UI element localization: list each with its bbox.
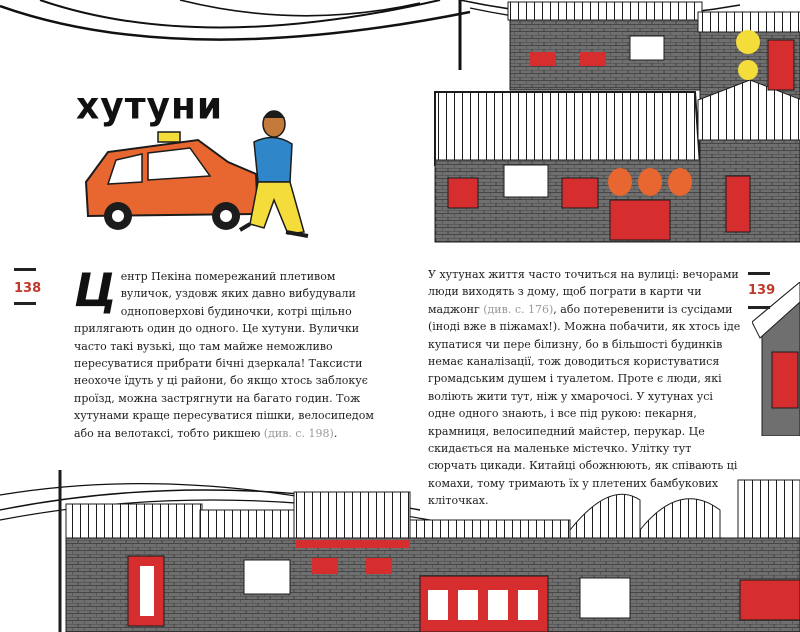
page-title: хутуни xyxy=(76,84,224,129)
right-cross-reference: (див. с. 176) xyxy=(483,302,554,316)
left-cross-reference: (див. с. 198) xyxy=(263,426,334,440)
page-number-left-block xyxy=(14,268,54,308)
hutong-street-bottom xyxy=(0,470,800,632)
page-number-left: 138 xyxy=(14,281,42,296)
page-number-right-block xyxy=(748,272,788,312)
left-text-column xyxy=(74,263,374,442)
left-end: . xyxy=(333,426,338,440)
taxi-driver-illustration xyxy=(78,104,318,246)
right-body-text-b: , або потеревенити із сусідами (іноді вже в піжамах!). Можна побачити, як хтось іде купатися чи пере білизну, бо в більшості будинків немає каналізації, тож доводиться користуватися громадським душем і туалетом. Проте є люди, які воліють жити тут, ніж у хмарочосі. У хутунах усі одне одного знають, і все під рукою: пекарня, крамниця, велосипедний майстер, перукар. Це скидається на маленьке містечко. Улітку тут сюрчать цикади. Китайці обожнюють, як співають ці комахи, тому тримають їх у плетених бамбукових кліточках. xyxy=(428,302,741,508)
hutong-buildings-top xyxy=(430,0,800,250)
left-body-text: ентр Пекіна померeжаний плетивом вуличок, уздовж яких давно вибудували одноповерхові будиночки, котрі щільно прилягають один до одного. Це хутуни. Вулички часто такі вузькі, що там майже неможливо пересуватися прибрати бічні дзеркала! Таксисти неохоче їдуть у ці райони, бо якщо хтось заблокує проїзд, можна застрягнути на багато годин. Тож хутунами краще пересуватися пішки, велосипедом або на велотаксі, тобто рикшею xyxy=(74,270,374,440)
right-body-text-a: У хутунах життя часто точиться на вулиці: вечорами люди виходять з дому, щоб пограти в карти чи маджонг xyxy=(428,268,739,316)
page-number-right: 139 xyxy=(748,283,776,298)
dropcap: Ц xyxy=(74,263,117,317)
